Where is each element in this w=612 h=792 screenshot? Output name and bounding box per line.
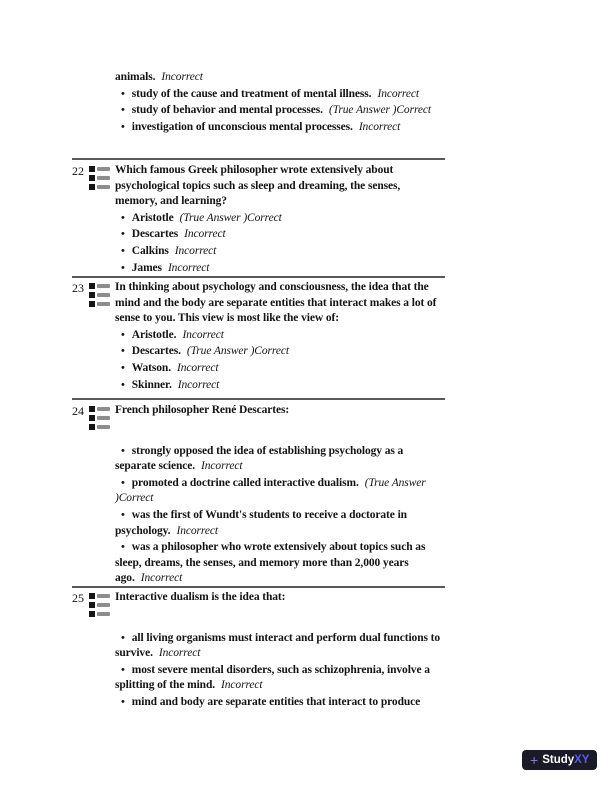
bullet-icon: •: [121, 87, 125, 100]
continued-option-text: [115, 70, 445, 86]
bullet-icon: •: [121, 345, 125, 358]
bullet-icon: •: [121, 508, 125, 521]
question-25-block: [72, 590, 445, 711]
bullet-icon: •: [121, 328, 125, 341]
list-icon: [89, 281, 110, 307]
answer-status: Incorrect: [377, 87, 419, 100]
answer-option: [115, 227, 445, 243]
answer-option: [115, 508, 445, 539]
brand-xy-label: XY: [574, 754, 590, 766]
options-list: [115, 70, 445, 135]
question-23-block: [72, 280, 445, 393]
options-list: [115, 211, 445, 276]
answer-option: [115, 540, 445, 587]
answer-status: Incorrect: [182, 328, 224, 341]
bullet-icon: •: [121, 444, 125, 457]
answer-option: [115, 361, 445, 377]
question-number: 24: [72, 404, 84, 418]
question-22-block: [72, 163, 445, 276]
question-text: French philosopher René Descartes:: [115, 404, 290, 416]
bullet-icon: •: [121, 228, 125, 241]
answer-option: [115, 663, 445, 694]
answer-status: Incorrect: [167, 261, 210, 274]
question-body: [115, 280, 445, 393]
bullet-icon: •: [121, 211, 125, 224]
option-text: Calkins: [131, 244, 169, 257]
answer-status: Incorrect: [177, 361, 219, 374]
answer-option: [115, 87, 445, 103]
answer-option: [115, 328, 445, 344]
section-divider: [72, 398, 445, 400]
answer-option: [115, 211, 445, 227]
option-text: animals.: [115, 71, 156, 83]
answer-option: [115, 120, 445, 136]
question-text: In thinking about psychology and consciousness, the idea that the mind and the body are separate entities that interact makes a lot of sense to you. This view is most like the view of:: [115, 281, 437, 325]
answer-status: (True Answer )Correct: [186, 345, 289, 358]
bullet-icon: •: [121, 541, 125, 554]
bullet-icon: •: [121, 244, 125, 257]
question-body: [115, 163, 445, 276]
bullet-icon: •: [121, 378, 125, 391]
answer-option: [115, 476, 445, 507]
bullet-icon: •: [121, 631, 125, 644]
bullet-icon: •: [121, 361, 125, 374]
plus-icon: +: [530, 752, 539, 768]
answer-option: [115, 261, 445, 277]
question-gutter: [72, 590, 115, 711]
answer-option: [115, 444, 445, 475]
option-text: was a philosopher who wrote extensively about topics such as sleep, dreams, the senses, and memory more than 2,000 years ago.: [115, 541, 426, 585]
answer-status: Incorrect: [174, 244, 217, 257]
answer-option: [115, 244, 445, 260]
list-icon: [89, 164, 110, 190]
option-text: investigation of unconscious mental processes.: [131, 120, 353, 133]
section-divider: [72, 158, 445, 160]
bullet-icon: •: [121, 120, 125, 133]
question-gutter: [72, 403, 115, 587]
option-text: Aristotle.: [131, 328, 177, 341]
bullet-icon: •: [121, 104, 125, 117]
brand-study-label: Study: [542, 754, 575, 766]
question-gutter: [72, 163, 115, 276]
question-number: 22: [72, 164, 84, 178]
option-text: Descartes: [131, 228, 179, 241]
question-24-block: [72, 403, 445, 587]
answer-status: Incorrect: [358, 120, 401, 133]
option-text: study of the cause and treatment of mental illness.: [131, 87, 372, 100]
option-text: was the first of Wundt's students to receive a doctorate in psychology.: [115, 508, 407, 537]
question-text: Interactive dualism is the idea that:: [115, 591, 286, 603]
question-body: [115, 403, 445, 587]
question-number: 25: [72, 591, 84, 605]
option-text: strongly opposed the idea of establishing psychology as a separate science.: [115, 444, 404, 473]
list-icon: [89, 404, 110, 430]
question-body: [115, 69, 445, 135]
option-text: Watson.: [131, 361, 172, 374]
section-divider: [72, 276, 445, 278]
options-list: [115, 444, 445, 587]
bullet-icon: •: [121, 261, 125, 274]
option-text: James: [131, 261, 162, 274]
bullet-icon: •: [121, 695, 125, 708]
answer-status: (True Answer )Correct: [115, 476, 426, 505]
option-text: most severe mental disorders, such as schizophrenia, involve a splitting of the mind.: [115, 663, 430, 692]
answer-status: Incorrect: [161, 71, 203, 83]
question-gutter: [72, 69, 115, 135]
answer-status: Incorrect: [201, 460, 243, 473]
answer-option: [115, 378, 445, 394]
answer-option: [115, 103, 445, 119]
option-text: all living organisms must interact and perform dual functions to survive.: [115, 631, 441, 660]
options-list: [115, 328, 445, 393]
answer-option: [115, 695, 445, 711]
bullet-icon: •: [121, 476, 125, 489]
answer-status: Incorrect: [140, 572, 183, 585]
answer-status: Incorrect: [184, 228, 226, 241]
answer-status: Incorrect: [176, 524, 218, 537]
option-text: promoted a doctrine called interactive dualism.: [131, 476, 359, 489]
options-list: [115, 631, 445, 711]
studyxy-badge[interactable]: [522, 750, 597, 770]
option-text: mind and body are separate entities that interact to produce: [131, 695, 421, 708]
list-icon: [89, 591, 110, 617]
answer-status: Incorrect: [158, 647, 201, 660]
option-text: Descartes.: [131, 345, 181, 358]
answer-option: [115, 631, 445, 662]
bullet-icon: •: [121, 663, 125, 676]
answer-option: [115, 344, 445, 360]
answer-status: Incorrect: [221, 679, 263, 692]
option-text: Aristotle: [131, 211, 174, 224]
question-body: [115, 590, 445, 711]
answer-status: Incorrect: [177, 378, 220, 391]
question-number: 23: [72, 281, 84, 295]
option-text: study of behavior and mental processes.: [131, 104, 323, 117]
option-text: Skinner.: [131, 378, 172, 391]
answer-status: (True Answer )Correct: [179, 211, 282, 224]
question-text: Which famous Greek philosopher wrote extensively about psychological topics such as sleep and dreaming, the senses, memory, and learning?: [115, 164, 401, 208]
question-gutter: [72, 280, 115, 393]
question-continuation: [72, 69, 445, 135]
answer-status: (True Answer )Correct: [328, 104, 432, 117]
